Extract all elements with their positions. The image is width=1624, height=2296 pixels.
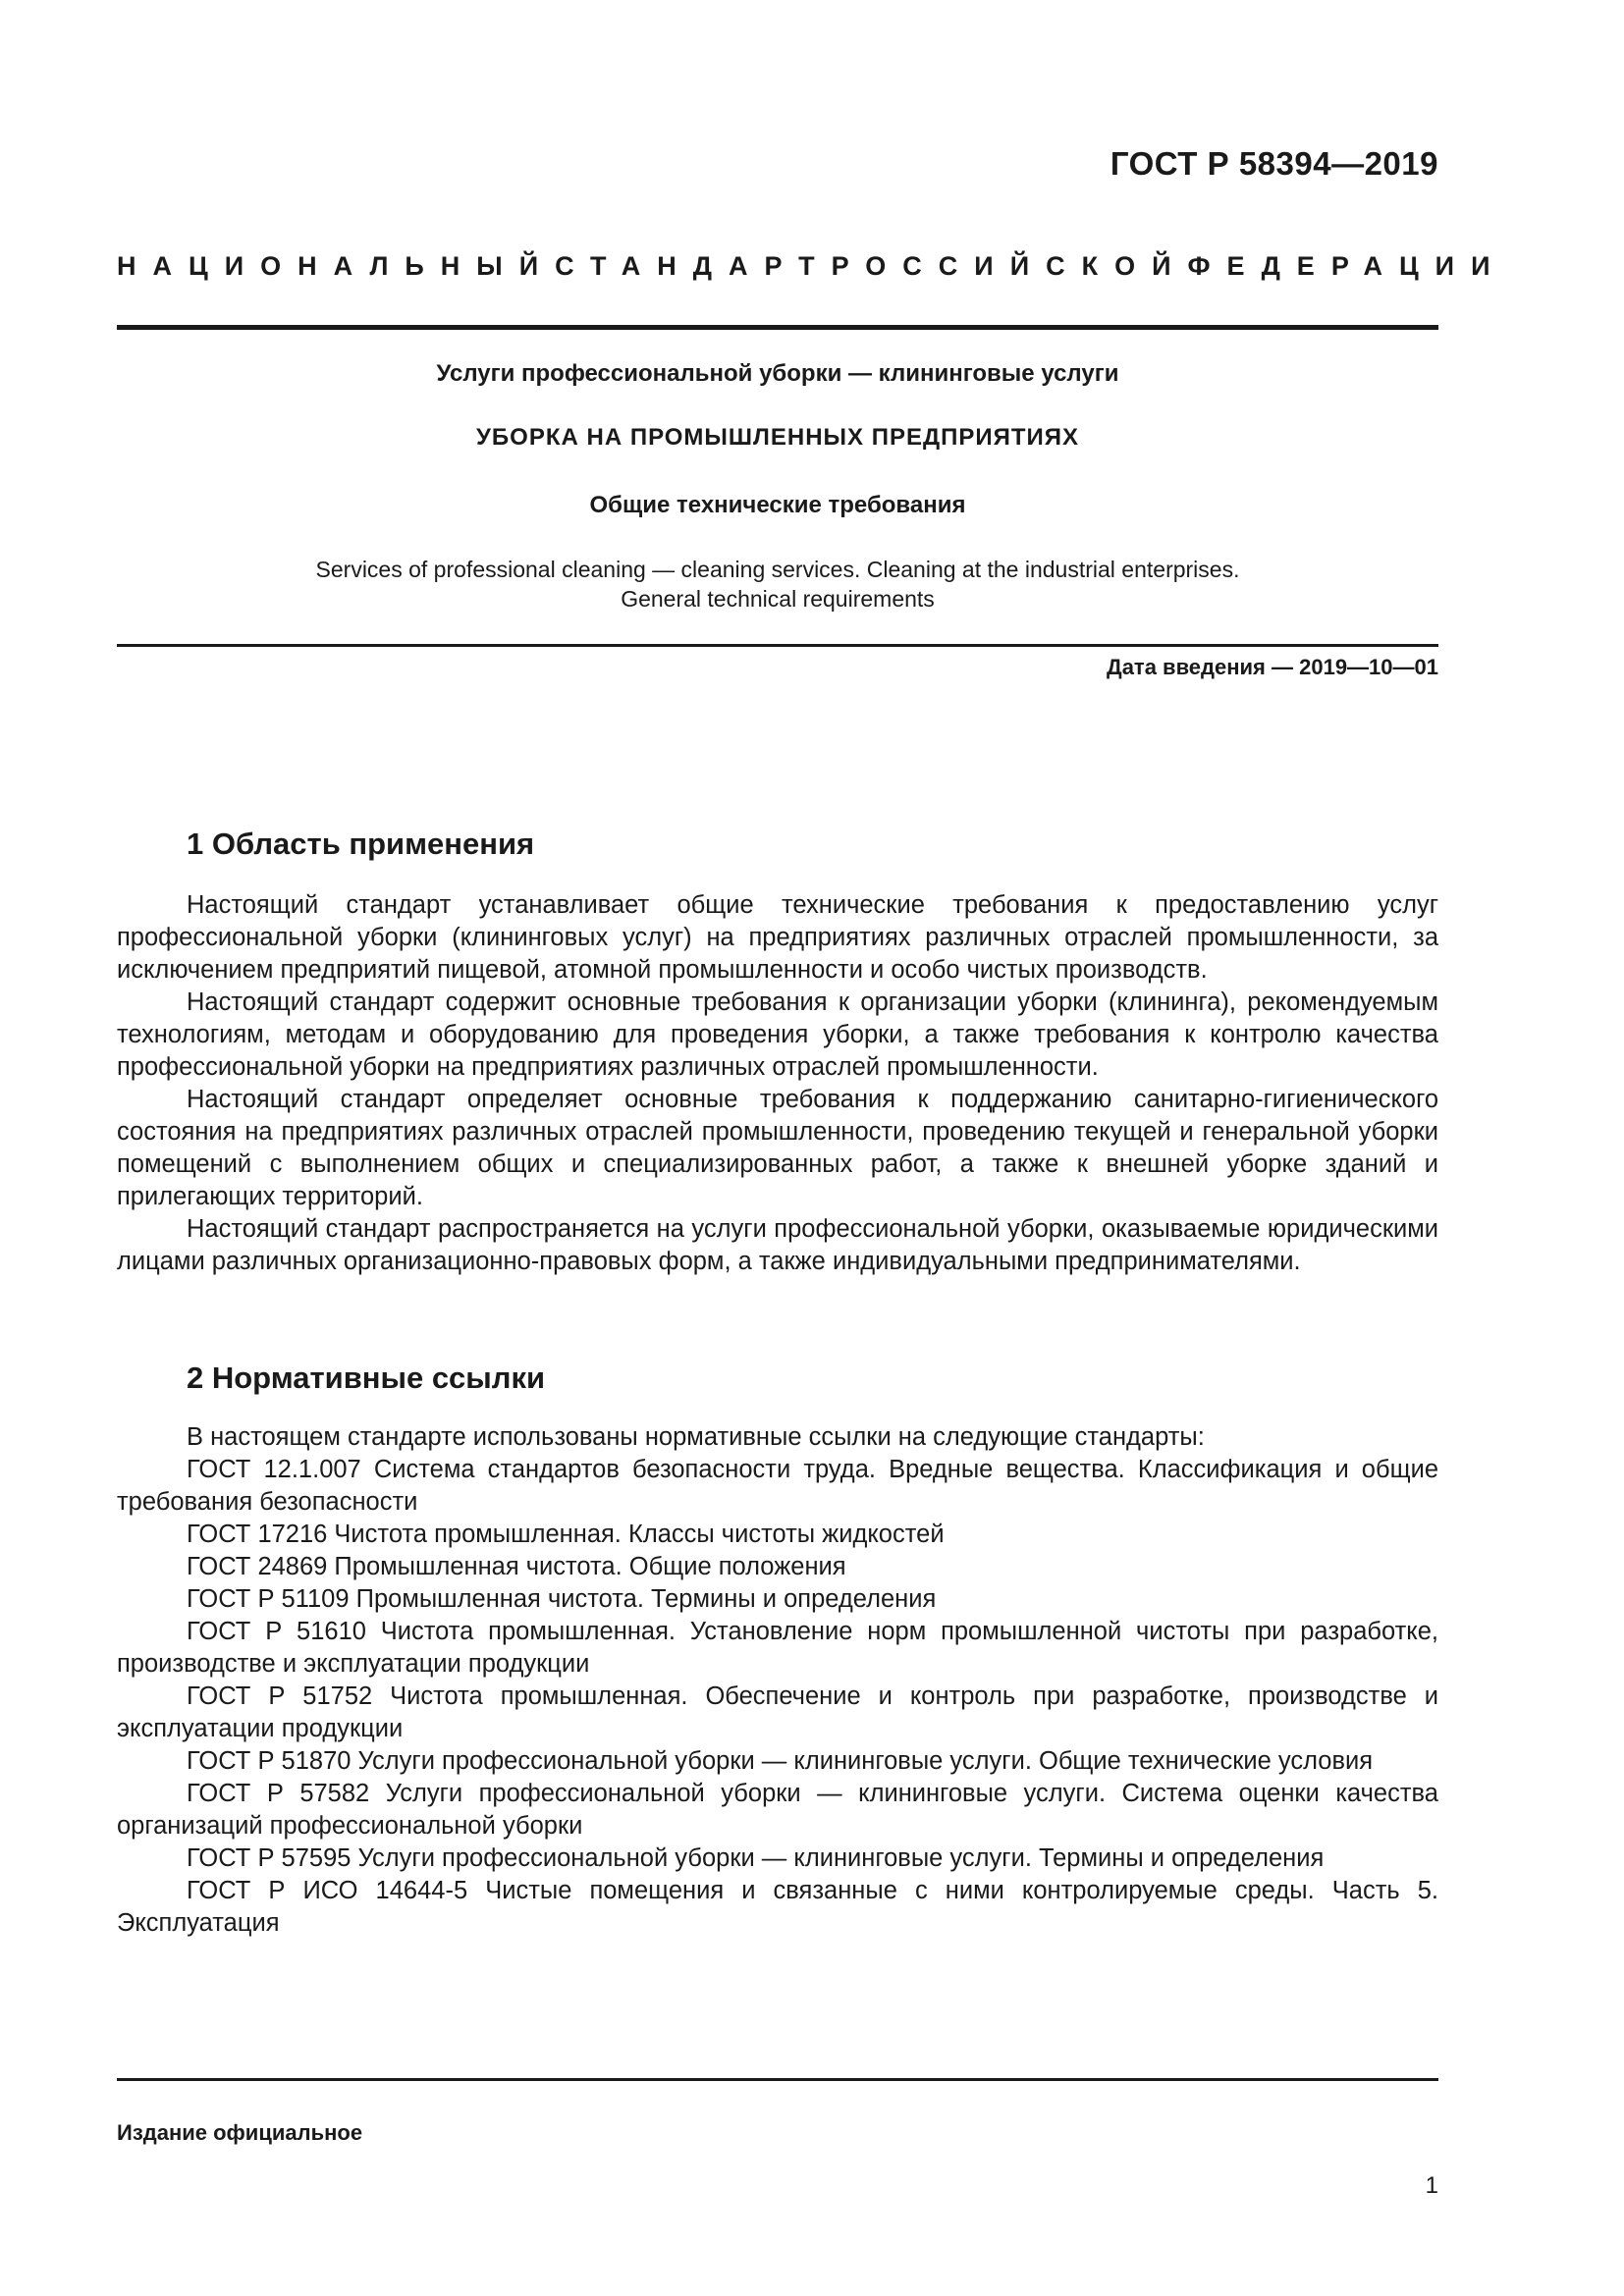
banner-word: РОССИЙСКОЙ [831, 251, 1188, 281]
paragraph: Настоящий стандарт распространяется на услуги профессиональной уборки, оказываемые юридическими лицами различных организационно-правовых форм, а также индивидуальными предпринимателями. [117, 1215, 1438, 1275]
reference-item: ГОСТ Р ИСО 14644-5 Чистые помещения и связанные с ними контролируемые среды. Часть 5. Эксплуатация [117, 1877, 1438, 1937]
paragraph: Настоящий стандарт устанавливает общие технические требования к предоставлению услуг профессиональной уборки (клининговых услуг) на предприятиях различных отраслей промышленности, за исключением предприятий пищевой, атомной промышленности и особо чистых производств. [117, 891, 1438, 984]
page-number: 1 [1425, 2172, 1438, 2199]
title-category: Услуги профессиональной уборки — клининговые услуги [436, 360, 1119, 387]
banner-word: НАЦИОНАЛЬНЫЙ [117, 251, 556, 281]
title-english-line: Services of professional cleaning — cleaning services. Cleaning at the industrial enterprises. [315, 557, 1240, 582]
title-main: УБОРКА НА ПРОМЫШЛЕННЫХ ПРЕДПРИЯТИЯХ [475, 424, 1080, 451]
banner-word: СТАНДАРТ [555, 251, 832, 281]
references-list [117, 1421, 1438, 1940]
paragraph: Настоящий стандарт содержит основные требования к организации уборки (клининга), рекомендуемым технологиям, методам и оборудованию для проведения уборки, а также требования к контролю качества профессиональной уборки на предприятиях различных отраслей промышленности. [117, 988, 1438, 1081]
footer-divider [117, 2078, 1438, 2081]
intro-date: Дата введения — 2019—10—01 [1107, 655, 1438, 679]
section-heading: 2 Нормативные ссылки [187, 1361, 546, 1395]
document-page [117, 0, 1507, 2296]
reference-item: ГОСТ Р 51610 Чистота промышленная. Установление норм промышленной чистоты при разработке, производстве и эксплуатации продукции [117, 1618, 1438, 1678]
reference-item: ГОСТ Р 51870 Услуги профессиональной уборки — клининговые услуги. Общие технические условия [187, 1747, 1374, 1775]
reference-item: ГОСТ 24869 Промышленная чистота. Общие положения [187, 1553, 846, 1580]
references-intro: В настоящем стандарте использованы нормативные ссылки на следующие стандарты: [187, 1423, 1205, 1451]
official-edition-label: Издание официальное [117, 2120, 363, 2145]
reference-item: ГОСТ Р 51752 Чистота промышленная. Обеспечение и контроль при разработке, производстве и эксплуатации продукции [117, 1682, 1438, 1742]
reference-item: ГОСТ 12.1.007 Система стандартов безопасности труда. Вредные вещества. Классификация и общие требования безопасности [117, 1456, 1438, 1516]
reference-item: ГОСТ Р 51109 Промышленная чистота. Термины и определения [187, 1585, 937, 1613]
section-body [117, 889, 1438, 1278]
section-heading: 1 Область применения [187, 827, 535, 861]
reference-item: ГОСТ Р 57582 Услуги профессиональной уборки — клининговые услуги. Система оценки качества организаций профессиональной уборки [117, 1780, 1438, 1840]
title-english [117, 555, 1438, 614]
banner-word: ФЕДЕРАЦИИ [1187, 251, 1507, 281]
national-standard-banner [117, 251, 1507, 282]
title-divider [117, 644, 1438, 647]
gost-number: ГОСТ Р 58394—2019 [1110, 145, 1438, 182]
reference-item: ГОСТ Р 57595 Услуги профессиональной уборки — клининговые услуги. Термины и определения [187, 1844, 1325, 1872]
title-english-line: General technical requirements [621, 586, 935, 612]
header-divider [117, 325, 1438, 330]
reference-item: ГОСТ 17216 Чистота промышленная. Классы чистоты жидкостей [187, 1521, 945, 1548]
title-subtitle: Общие технические требования [589, 492, 966, 518]
paragraph: Настоящий стандарт определяет основные требования к поддержанию санитарно-гигиенического состояния на предприятиях различных отраслей промышленности, проведению текущей и генеральной уборки помещений с выполнением общих и специализированных работ, а также к внешней уборке зданий и прилегающих территорий. [117, 1086, 1438, 1210]
